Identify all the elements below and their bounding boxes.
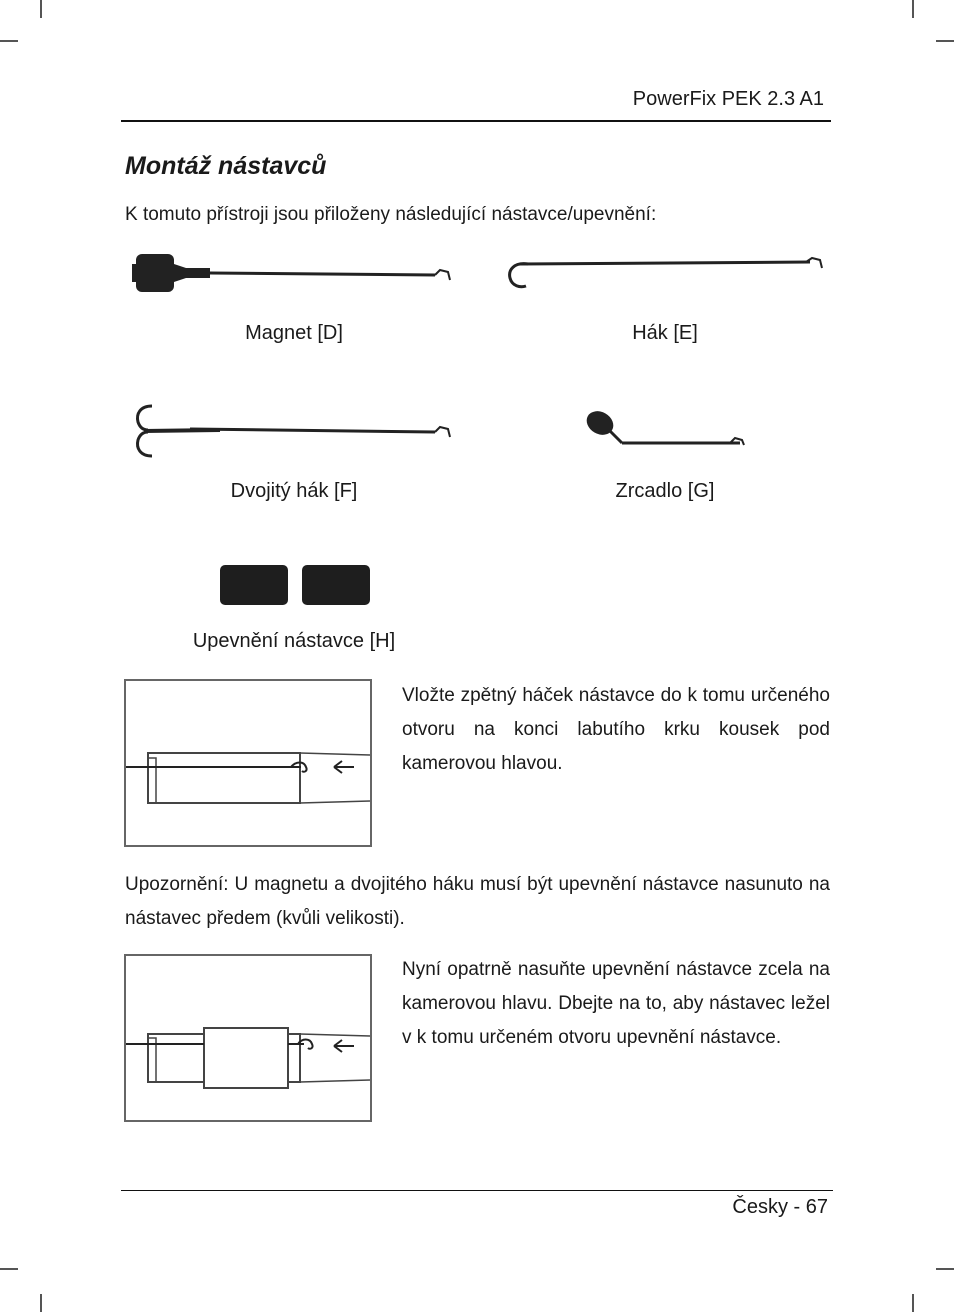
attachment-label-magnet: Magnet [D] bbox=[245, 322, 343, 344]
crop-mark bbox=[0, 1268, 18, 1270]
hook-attachment-image bbox=[500, 250, 830, 300]
step2-text: Nyní opatrně nasuňte upevnění nástavce zcela na kamerovou hlavu. Dbejte na to, aby nástavec ležel v k tomu určeném otvoru upevnění nástavce. bbox=[402, 959, 830, 1048]
attachment-label-sleeve: Upevnění nástavce [H] bbox=[192, 630, 396, 652]
attachment-label-double-hook: Dvojitý hák [F] bbox=[230, 480, 358, 502]
step1-illustration bbox=[124, 679, 372, 847]
product-header: PowerFix PEK 2.3 A1 bbox=[632, 88, 824, 110]
gooseneck-hook-diagram bbox=[126, 681, 370, 845]
step2-illustration bbox=[124, 954, 372, 1122]
sleeve-mounted-diagram bbox=[126, 956, 370, 1120]
footer-rule bbox=[121, 1190, 833, 1191]
crop-mark bbox=[936, 1268, 954, 1270]
magnet-attachment-image bbox=[130, 250, 460, 300]
double-hook-attachment-image bbox=[130, 400, 460, 465]
mirror-attachment-image bbox=[580, 405, 750, 455]
header-rule bbox=[121, 120, 831, 122]
page-number: Česky - 67 bbox=[732, 1196, 828, 1218]
attachment-label-hook: Hák [E] bbox=[632, 322, 698, 344]
step1-text: Vložte zpětný háček nástavce do k tomu určeného otvoru na konci labutího krku kousek pod kamerovou hlavou. bbox=[402, 685, 830, 774]
attachment-sleeve-image bbox=[215, 560, 375, 610]
crop-mark bbox=[936, 40, 954, 42]
crop-mark bbox=[40, 1294, 42, 1312]
crop-mark bbox=[912, 1294, 914, 1312]
attachment-label-mirror: Zrcadlo [G] bbox=[615, 480, 715, 502]
intro-text: K tomuto přístroji jsou přiloženy následující nástavce/upevnění: bbox=[125, 204, 657, 225]
crop-mark bbox=[912, 0, 914, 18]
section-title: Montáž nástavců bbox=[125, 152, 327, 180]
note-text: Upozornění: U magnetu a dvojitého háku musí být upevnění nástavce nasunuto na nástavec předem (kvůli velikosti). bbox=[125, 874, 830, 929]
crop-mark bbox=[0, 40, 18, 42]
crop-mark bbox=[40, 0, 42, 18]
